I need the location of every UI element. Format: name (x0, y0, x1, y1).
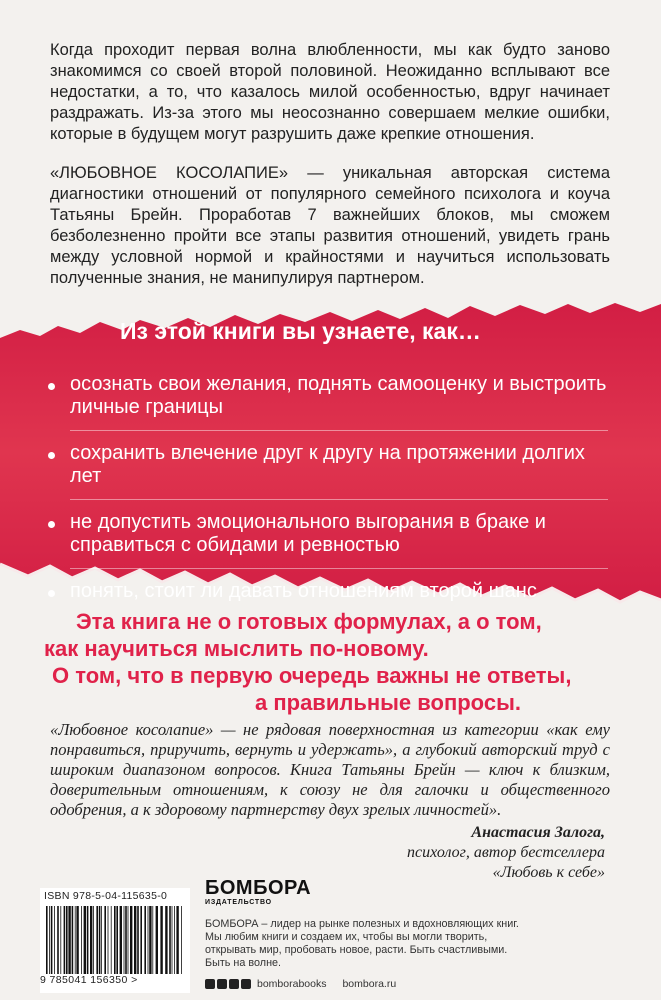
barcode-bar (46, 906, 48, 974)
barcode-bar (60, 906, 61, 974)
intro-paragraph-1: Когда проходит первая волна влюбленности, мы как будто заново знакомимся со своей второй половиной. Неожиданно всплывают все недостатки, а то, что казалось милой особенностью, вдруг начинает раздражать. Из-за этого мы неосознанно совершаем мелкие ошибки, которые в будущем могут разрушить даже крепкие отношения. (50, 41, 610, 143)
bullet-icon (48, 521, 55, 528)
intro-text (50, 40, 610, 307)
barcode-bar (148, 906, 149, 974)
bullet-icon (48, 452, 55, 459)
barcode-bar (64, 906, 66, 974)
barcode-bar (144, 906, 146, 974)
barcode-bar (160, 906, 162, 974)
barcode-bar (181, 906, 182, 974)
publisher-block (205, 878, 625, 990)
quote-author: Анастасия Залога, (471, 824, 605, 841)
barcode-bar (84, 906, 86, 974)
barcode-bar (114, 906, 116, 974)
emphasis-line-1: Эта книга не о готовых формулах, а о том, (76, 609, 542, 634)
barcode-bar (57, 906, 59, 974)
band-list (48, 373, 608, 614)
barcode-bar (149, 906, 151, 974)
emphasis-block (40, 608, 630, 716)
barcode-bar (81, 906, 82, 974)
quote-attribution (407, 823, 605, 883)
barcode-bar (172, 906, 173, 974)
intro-paragraph-2: «ЛЮБОВНОЕ КОСОЛАПИЕ» — уникальная авторская система диагностики отношений от популярного семейного психолога и коуча Татьяны Брейн. Проработав 7 важнейших блоков, мы сможем безболезненно пройти все этапы развития отношений, увидеть грань между условной нормой и крайностями и научиться использовать полученные знания, не манипулируя партнером. (50, 164, 610, 287)
band-list-item (48, 580, 608, 603)
barcode-bar (66, 906, 68, 974)
barcode-bar (108, 906, 109, 974)
barcode-bar (54, 906, 55, 974)
band-heading: Из этой книги вы узнаете, как… (120, 318, 481, 344)
band-list-item (48, 442, 608, 488)
barcode-bar (76, 906, 78, 974)
barcode-bar (96, 906, 98, 974)
barcode-bar (101, 906, 102, 974)
barcode-bar (128, 906, 129, 974)
barcode-bar (72, 906, 74, 974)
band-list-item-text: осознать свои желания, поднять самооценку и выстроить личные границы (70, 373, 607, 418)
quote-author-role: психолог, автор бестселлера (407, 844, 605, 861)
barcode-bar (68, 906, 70, 974)
barcode-bar (90, 906, 92, 974)
bullet-icon (48, 590, 55, 597)
barcode-bar (49, 906, 50, 974)
barcode-bar (87, 906, 89, 974)
publisher-logo: БОМБОРА (205, 877, 312, 899)
emphasis-line-2: как научиться мыслить по-новому. (44, 636, 429, 661)
emphasis-line-4: а правильные вопросы. (255, 690, 521, 715)
emphasis-line-3: О том, что в первую очередь важны не ответы, (52, 663, 572, 688)
barcode-bar (174, 906, 175, 974)
barcode-bar (169, 906, 171, 974)
isbn-barcode-block (40, 888, 190, 993)
barcode-bar (156, 906, 158, 974)
publisher-description: БОМБОРА – лидер на рынке полезных и вдохновляющих книг. Мы любим книги и создаем их, чтобы вы могли творить, открывать мир, пробовать новое, расти. Быть счастливыми. Быть на волне. (205, 918, 519, 969)
publisher-site: bombora.ru (342, 978, 397, 990)
barcode-bar (124, 906, 125, 974)
bullet-icon (48, 383, 55, 390)
barcode-bar (125, 906, 127, 974)
divider (70, 430, 608, 431)
barcode-bar (104, 906, 106, 974)
divider (70, 568, 608, 569)
barcode-bar (75, 906, 76, 974)
barcode-bar (51, 906, 53, 974)
barcode-bar (111, 906, 112, 974)
vk-icon (205, 979, 215, 989)
barcode-bar (134, 906, 136, 974)
barcode-image (44, 906, 186, 974)
barcode-bar (116, 906, 118, 974)
band-list-item-text: понять, стоит ли давать отношениям второй шанс (70, 580, 537, 602)
publisher-social-row (205, 978, 625, 990)
barcode-bar (137, 906, 139, 974)
band-list-item-text: не допустить эмоционального выгорания в браке и справиться с обидами и ревностью (70, 511, 546, 556)
social-handle: bomborabooks (257, 978, 327, 990)
barcode-bar (140, 906, 142, 974)
barcode-bar (99, 906, 101, 974)
barcode-bar (130, 906, 132, 974)
divider (70, 499, 608, 500)
review-quote: «Любовное косолапие» — не рядовая поверхностная из категории «как ему понравиться, приручить, вернуть и удержать», а глубокий авторский труд с широким диапазоном вопросов. Книга Татьяны Брейн — ключ к близким, доверительным отношениям, к союзу не для галочки и общественного одобрения, а к здоровому партнерству двух зрелых личностей». (50, 720, 610, 819)
youtube-icon (229, 979, 239, 989)
band-list-item-text: сохранить влечение друг к другу на протяжении долгих лет (70, 442, 585, 487)
barcode-bar (176, 906, 178, 974)
barcode-bar (152, 906, 153, 974)
isbn-label: ISBN 978-5-04-115635-0 (44, 890, 168, 902)
publisher-logo-subtitle: ИЗДАТЕЛЬСТВО (205, 899, 272, 906)
band-list-item (48, 373, 608, 419)
ok-icon (241, 979, 251, 989)
barcode-bar (165, 906, 167, 974)
telegram-icon (217, 979, 227, 989)
barcode-bar (120, 906, 122, 974)
barcode-digits: 9 785041 156350 > (40, 974, 138, 986)
quote-author-book: «Любовь к себе» (492, 864, 605, 881)
band-list-item (48, 511, 608, 557)
barcode-bar (93, 906, 94, 974)
